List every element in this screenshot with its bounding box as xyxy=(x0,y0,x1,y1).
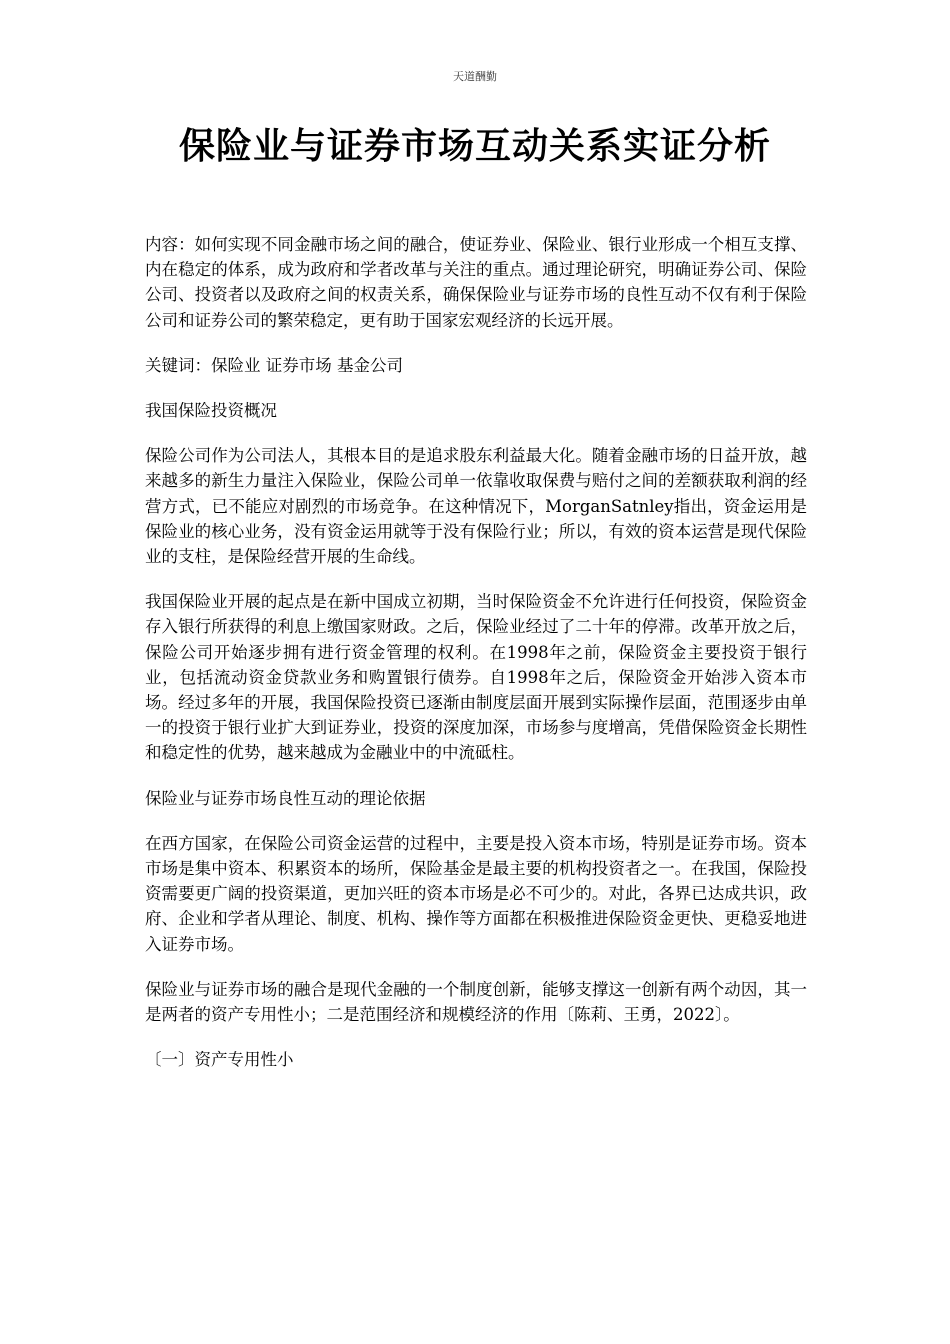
body-paragraph: 我国保险业开展的起点是在新中国成立初期，当时保险资金不允许进行任何投资，保险资金存入银行所获得的利息上缴国家财政。之后，保险业经过了二十年的停滞。改革开放之后，保险公司开始逐步拥有进行资金管理的权利。在1998年之前，保险资金主要投资于银行业，包括流动资金贷款业务和购置银行债券。自1998年之后，保险资金开始涉入资本市场。经过多年的开展，我国保险投资已逐渐由制度层面开展到实际操作层面，范围逐步由单一的投资于银行业扩大到证券业，投资的深度加深，市场参与度增高，凭借保险资金长期性和稳定性的优势，越来越成为金融业中的中流砥柱。 xyxy=(145,592,807,763)
body-paragraph: 保险公司作为公司法人，其根本目的是追求股东利益最大化。随着金融市场的日益开放，越来越多的新生力量注入保险业，保险公司单一依靠收取保费与赔付之间的差额获取利润的经营方式，已不能应对剧烈的市场竞争。在这种情况下，MorganSatnley指出，资金运用是保险业的核心业务，没有资金运用就等于没有保险行业；所以，有效的资本运营是现代保险业的支柱，是保险经营开展的生命线。 xyxy=(145,446,807,567)
document-title: 保险业与证券市场互动关系实证分析 xyxy=(178,126,771,167)
section-heading-insurance-investment-overview: 我国保险投资概况 xyxy=(145,401,277,421)
abstract-paragraph: 内容：如何实现不同金融市场之间的融合，使证券业、保险业、银行业形成一个相互支撑、内在稳定的体系，成为政府和学者改革与关注的重点。通过理论研究，明确证券公司、保险公司、投资者以及政府之间的权责关系，确保保险业与证券市场的良性互动不仅有利于保险公司和证券公司的繁荣稳定，更有助于国家宏观经济的长远开展。 xyxy=(145,235,807,330)
section-heading-theoretical-basis: 保险业与证券市场良性互动的理论依据 xyxy=(145,788,426,808)
document-body xyxy=(145,232,807,1092)
page-header: 天道酬勤 xyxy=(453,70,497,83)
body-paragraph: 在西方国家，在保险公司资金运营的过程中，主要是投入资本市场，特别是证券市场。资本市场是集中资本、积累资本的场所，保险基金是最主要的机构投资者之一。在我国，保险投资需要更广阔的投资渠道，更加兴旺的资本市场是必不可少的。对此，各界已达成共识，政府、企业和学者从理论、制度、机构、操作等方面都在积极推进保险资金更快、更稳妥地进入证券市场。 xyxy=(145,833,807,954)
subsection-heading-asset-specificity: 〔一〕资产专用性小 xyxy=(145,1050,294,1070)
body-paragraph: 保险业与证券市场的融合是现代金融的一个制度创新，能够支撑这一创新有两个动因，其一是两者的资产专用性小；二是范围经济和规模经济的作用〔陈莉、王勇，2022〕。 xyxy=(145,979,807,1025)
keywords-paragraph: 关键词：保险业 证券市场 基金公司 xyxy=(145,355,403,375)
